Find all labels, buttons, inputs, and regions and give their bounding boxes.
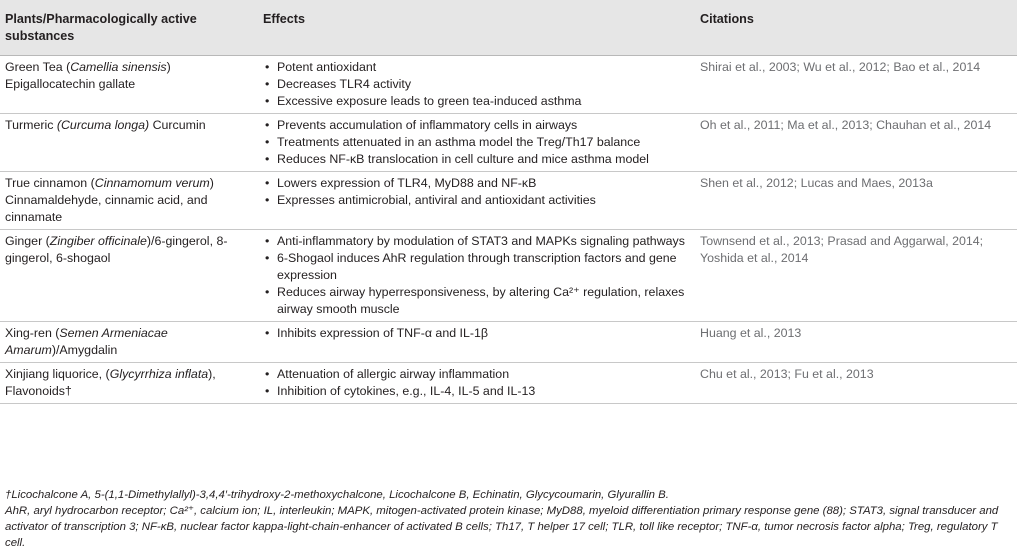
plant-name-text: ), Flavonoids† <box>5 367 216 398</box>
table-row <box>0 56 1017 114</box>
table-body <box>0 56 1017 404</box>
plant-name-text: ) Cinnamaldehyde, cinnamic acid, and cinnamate <box>5 176 214 224</box>
plant-name-text: Xing-ren ( <box>5 326 60 340</box>
citations-cell: Shirai et al., 2003; Wu et al., 2012; Bao et al., 2014 <box>695 56 1017 114</box>
table-row <box>0 114 1017 172</box>
plant-cell <box>0 363 258 404</box>
effect-item: • Reduces airway hyperresponsiveness, by altering Ca²⁺ regulation, relaxes airway smooth muscle <box>265 284 691 318</box>
plant-name-text: ) Epigallocatechin gallate <box>5 60 171 91</box>
abbreviations-footnote: AhR, aryl hydrocarbon receptor; Ca²⁺, calcium ion; IL, interleukin; MAPK, mitogen-activated protein kinase; MyD88, myeloid differentiation primary response gene (88); STAT3, signal transducer and activator of transcription 3; NF-κB, nuclear factor kappa-light-chain-enhancer of activated B cells; Th17, T helper 17 cell; TLR, toll like receptor; TNF-α, tumor necrosis factor alpha; Treg, regulatory T cell. <box>5 505 999 549</box>
effect-item: • Decreases TLR4 activity <box>265 76 691 93</box>
table-header <box>0 0 1017 56</box>
effect-item: • Inhibits expression of TNF-α and IL-1β <box>265 325 691 342</box>
header-citations: Citations <box>695 0 1017 56</box>
plant-cell <box>0 172 258 230</box>
effects-list <box>265 59 691 110</box>
citations-cell: Shen et al., 2012; Lucas and Maes, 2013a <box>695 172 1017 230</box>
citations-cell: Chu et al., 2013; Fu et al., 2013 <box>695 363 1017 404</box>
effect-item: • Lowers expression of TLR4, MyD88 and NF-κB <box>265 175 691 192</box>
effects-list <box>265 175 691 209</box>
plant-cell <box>0 230 258 322</box>
table-row <box>0 363 1017 404</box>
plant-scientific-name: (Curcuma longa) <box>56 118 150 132</box>
effects-cell <box>258 56 695 114</box>
dagger-footnote: †Licochalcone A, 5-(1,1-Dimethylallyl)-3,4,4′-trihydroxy-2-methoxychalcone, Licochalcone B, Echinatin, Glycycoumarin, Glyurallin B. <box>5 489 669 501</box>
effect-item: • Attenuation of allergic airway inflammation <box>265 366 691 383</box>
plant-cell <box>0 114 258 172</box>
table-row <box>0 322 1017 363</box>
plant-cell <box>0 56 258 114</box>
citations-cell: Townsend et al., 2013; Prasad and Aggarwal, 2014; Yoshida et al., 2014 <box>695 230 1017 322</box>
plant-name-text: Ginger ( <box>5 234 50 248</box>
table-row <box>0 172 1017 230</box>
effect-item: • Excessive exposure leads to green tea-induced asthma <box>265 93 691 110</box>
effects-list <box>265 325 691 342</box>
plant-name-text: Xinjiang liquorice, ( <box>5 367 110 381</box>
plant-scientific-name: Cinnamomum verum <box>94 176 210 190</box>
effects-list <box>265 366 691 400</box>
effects-cell <box>258 230 695 322</box>
header-effects: Effects <box>258 0 695 56</box>
header-plants: Plants/Pharmacologically active substances <box>0 0 258 56</box>
header-row <box>0 0 1017 56</box>
plant-name-text: Turmeric <box>5 118 57 132</box>
citations-cell: Huang et al., 2013 <box>695 322 1017 363</box>
effect-item: • Prevents accumulation of inflammatory cells in airways <box>265 117 691 134</box>
effect-item: • Treatments attenuated in an asthma model the Treg/Th17 balance <box>265 134 691 151</box>
plant-name-text: Curcumin <box>149 118 206 132</box>
plant-scientific-name: Zingiber officinale <box>49 234 147 248</box>
plant-name-text: )/Amygdalin <box>51 343 118 357</box>
effect-item: • Inhibition of cytokines, e.g., IL-4, IL-5 and IL-13 <box>265 383 691 400</box>
effects-cell <box>258 114 695 172</box>
effect-item: • Potent antioxidant <box>265 59 691 76</box>
effects-cell <box>258 322 695 363</box>
table-row <box>0 230 1017 322</box>
effects-cell <box>258 172 695 230</box>
effect-item: • Reduces NF-κB translocation in cell culture and mice asthma model <box>265 151 691 168</box>
effect-item: • Anti-inflammatory by modulation of STAT3 and MAPKs signaling pathways <box>265 233 691 250</box>
effects-list <box>265 117 691 168</box>
plant-scientific-name: Camellia sinensis <box>70 60 167 74</box>
effect-item: • Expresses antimicrobial, antiviral and antioxidant activities <box>265 192 691 209</box>
plant-name-text: True cinnamon ( <box>5 176 95 190</box>
effect-item: • 6-Shogaol induces AhR regulation through transcription factors and gene expression <box>265 250 691 284</box>
plant-name-text: Green Tea ( <box>5 60 71 74</box>
effects-cell <box>258 363 695 404</box>
effects-list <box>265 233 691 318</box>
plant-name-text: )/6-gingerol, 8-gingerol, 6-shogaol <box>5 234 228 265</box>
table-footnotes <box>5 487 1010 551</box>
citations-cell: Oh et al., 2011; Ma et al., 2013; Chauhan et al., 2014 <box>695 114 1017 172</box>
plant-cell <box>0 322 258 363</box>
plant-scientific-name: Glycyrrhiza inflata <box>109 367 209 381</box>
plant-scientific-name: Semen Armeniacae Amarum <box>5 326 168 357</box>
